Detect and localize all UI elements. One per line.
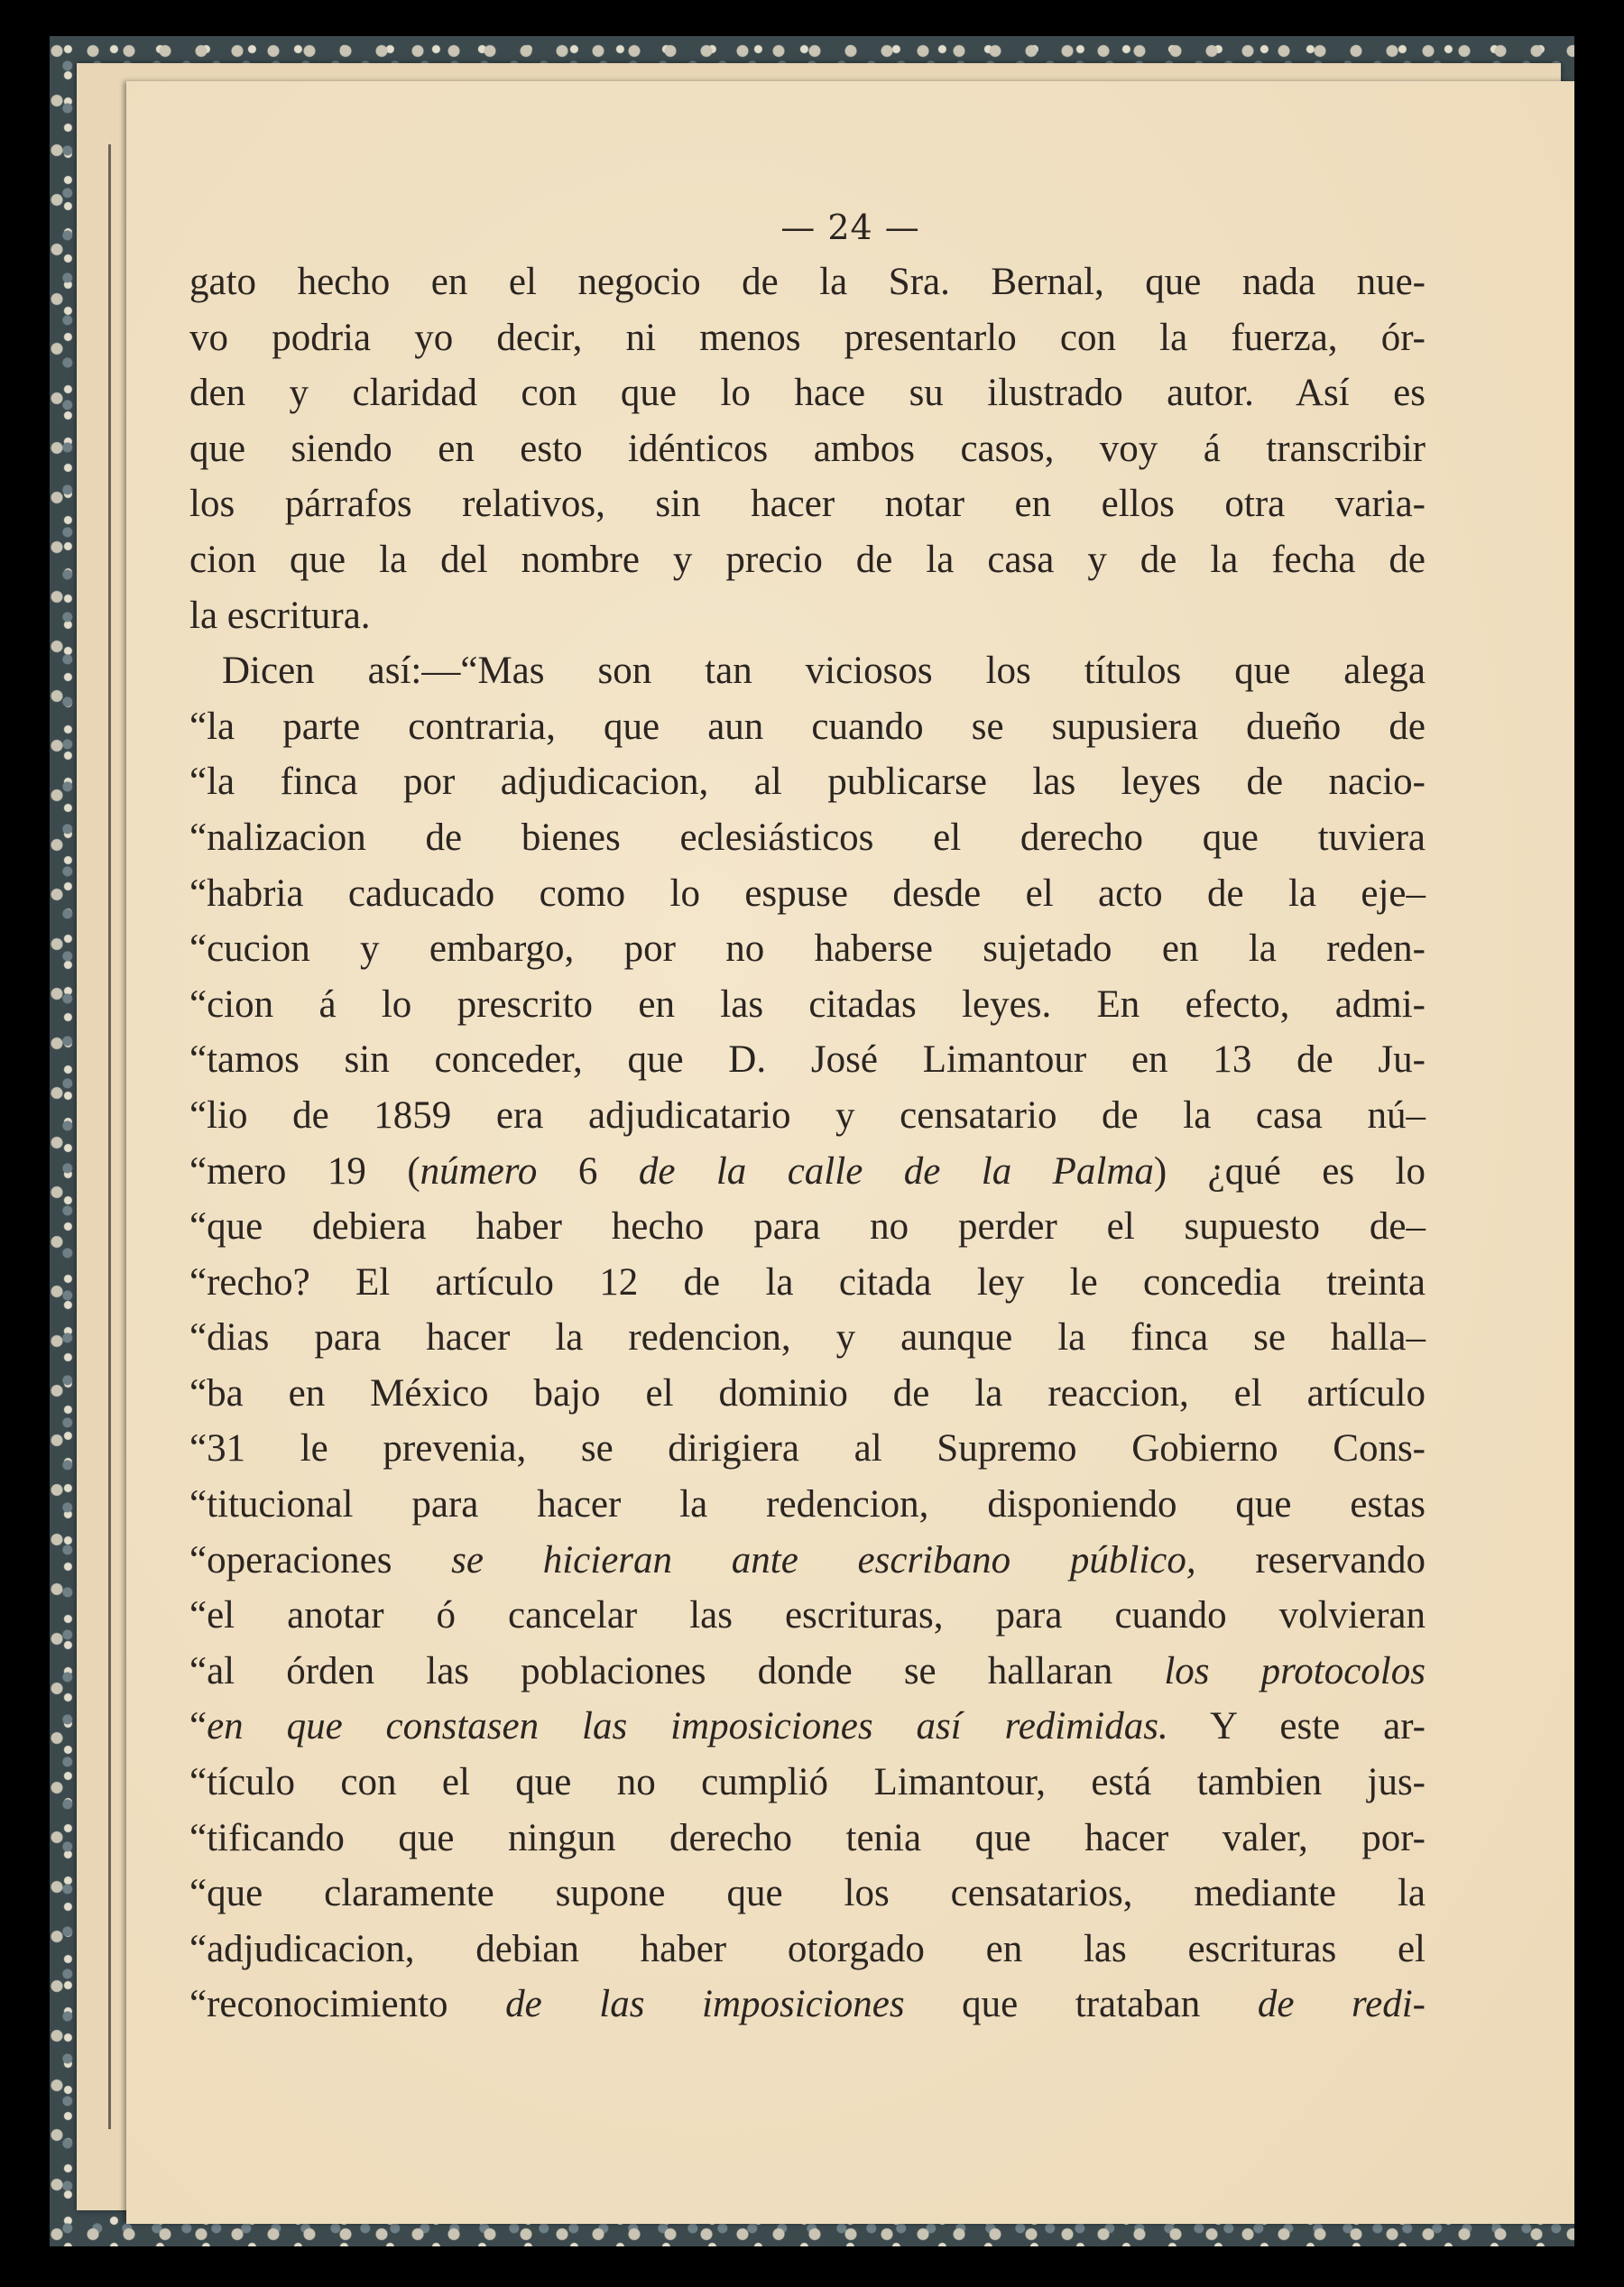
italic-text: número — [420, 1149, 538, 1193]
body-text — [189, 254, 1426, 2033]
text-line — [189, 532, 1426, 588]
text-run: “31 le prevenia, se dirigiera al Supremo Gobierno Cons- — [189, 1427, 1426, 1471]
text-run: la escritura. — [189, 594, 371, 637]
text-line — [189, 866, 1426, 922]
text-line — [189, 1310, 1426, 1366]
text-line — [189, 1755, 1426, 1811]
text-line — [189, 699, 1426, 755]
text-line — [189, 1032, 1426, 1088]
text-line — [189, 1199, 1426, 1255]
text-run: “habria caducado como lo espuse desde el acto de la eje– — [189, 871, 1426, 915]
text-line — [189, 1644, 1426, 1700]
text-run: den y claridad con que lo hace su ilustrado autor. Así es — [189, 372, 1426, 415]
text-run: “la parte contraria, que aun cuando se supusiera dueño de — [189, 705, 1426, 748]
text-line — [189, 1866, 1426, 1922]
text-run: “reconocimiento — [189, 1983, 506, 2026]
text-run: “cucion y embargo, por no haberse sujetado en la reden- — [189, 927, 1426, 971]
text-line — [189, 476, 1426, 532]
text-line — [189, 1977, 1426, 2033]
text-run: “tamos sin conceder, que D. José Limantour en 13 de Ju- — [189, 1038, 1426, 1082]
text-run: “que debiera haber hecho para no perder el supuesto de– — [189, 1205, 1426, 1249]
text-run: “al órden las poblaciones donde se hallaran — [189, 1649, 1165, 1692]
italic-text: de las imposiciones — [505, 1983, 905, 2026]
text-run: “lio de 1859 era adjudicatario y censatario de la casa nú– — [189, 1093, 1426, 1137]
text-run: los párrafos relativos, sin hacer notar en ellos otra varia- — [189, 483, 1426, 526]
text-run: “cion á lo prescrito en las citadas leyes. En efecto, admi- — [189, 982, 1426, 1026]
text-line — [189, 810, 1426, 866]
text-run: “dias para hacer la redencion, y aunque la finca se halla– — [189, 1316, 1426, 1360]
text-run: “titucional para hacer la redencion, disponiendo que estas — [189, 1483, 1426, 1526]
text-run: Y este ar- — [1167, 1705, 1426, 1748]
italic-text: se hicieran ante escribano público, — [451, 1538, 1196, 1582]
text-line — [189, 1255, 1426, 1311]
text-run: vo podria yo decir, ni menos presentarlo con la fuerza, ór- — [189, 316, 1426, 359]
text-line — [189, 754, 1426, 810]
text-line — [189, 310, 1426, 366]
text-line — [189, 1144, 1426, 1200]
text-line — [189, 588, 1426, 644]
text-line — [189, 421, 1426, 477]
text-run: “adjudicacion, debian haber otorgado en las escrituras el — [189, 1927, 1426, 1970]
text-run: “recho? El artículo 12 de la citada ley le concedia treinta — [189, 1260, 1426, 1304]
text-run: “que claramente supone que los censatarios, mediante la — [189, 1872, 1426, 1915]
text-run: “ba en México bajo el dominio de la reaccion, el artículo — [189, 1371, 1426, 1415]
text-line — [189, 1421, 1426, 1477]
text-line — [189, 643, 1426, 699]
text-line — [189, 1366, 1426, 1422]
text-run: ) ¿qué es lo — [1153, 1149, 1426, 1193]
text-line — [189, 1922, 1426, 1978]
text-line — [189, 1699, 1426, 1755]
text-run: “la finca por adjudicacion, al publicarse las leyes de nacio- — [189, 761, 1426, 804]
text-run: que siendo en esto idénticos ambos casos, voy á transcribir — [189, 427, 1426, 470]
italic-text: de la calle de la Palma — [638, 1149, 1154, 1193]
italic-text: de redi- — [1257, 1983, 1426, 2026]
text-line — [189, 1477, 1426, 1533]
text-line — [189, 1088, 1426, 1144]
text-run: “el anotar ó cancelar las escrituras, para cuando volvieran — [189, 1594, 1426, 1637]
italic-text: en que constasen las imposiciones así redimidas. — [207, 1705, 1168, 1748]
text-line — [189, 254, 1426, 310]
page-number: — 24 — — [780, 207, 920, 247]
text-run: 6 — [537, 1149, 639, 1193]
text-line — [189, 1588, 1426, 1644]
text-run: “tículo con el que no cumplió Limantour, está tambien jus- — [189, 1761, 1426, 1804]
text-run: reservando — [1195, 1538, 1426, 1582]
text-run: “operaciones — [189, 1538, 452, 1582]
italic-text: los protocolos — [1164, 1649, 1426, 1692]
text-run: “mero 19 ( — [189, 1149, 420, 1193]
text-line — [189, 1533, 1426, 1589]
text-run: cion que la del nombre y precio de la casa y de la fecha de — [189, 538, 1426, 581]
text-line — [189, 921, 1426, 977]
text-line — [189, 1811, 1426, 1867]
text-run: “tificando que ningun derecho tenia que hacer valer, por- — [189, 1816, 1426, 1859]
text-run: Dicen así:—“Mas son tan viciosos los títulos que alega — [222, 650, 1426, 693]
text-run: que trataban — [904, 1983, 1258, 2026]
text-line — [189, 365, 1426, 421]
page-edge — [108, 144, 111, 2129]
text-run: gato hecho en el negocio de la Sra. Bernal, que nada nue- — [189, 261, 1426, 303]
text-line — [189, 977, 1426, 1033]
text-run: “ — [189, 1705, 208, 1748]
text-run: “nalizacion de bienes eclesiásticos el derecho que tuviera — [189, 816, 1426, 859]
